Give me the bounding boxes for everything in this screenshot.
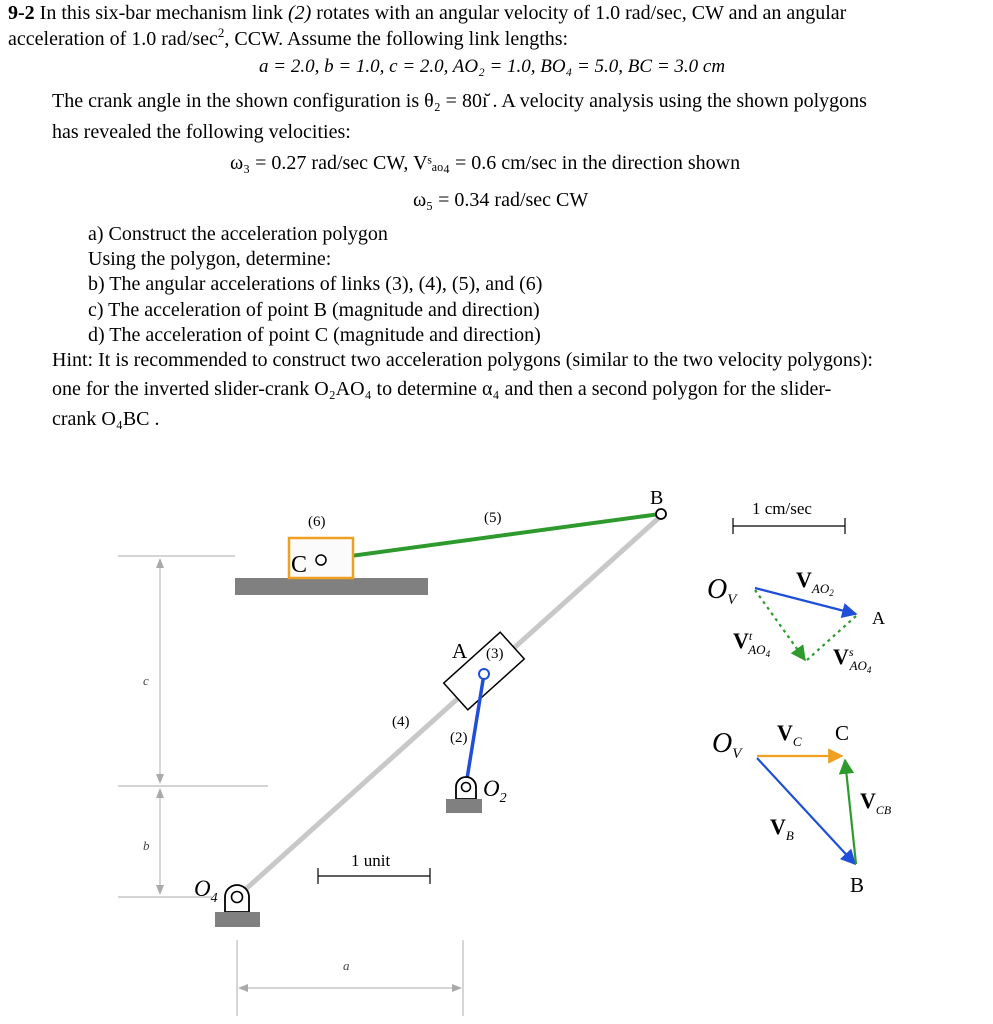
vector-v-cb (845, 760, 856, 864)
ov2-label (712, 728, 743, 762)
v-cb-main: V (860, 788, 876, 813)
ov1-label (707, 574, 738, 608)
problem-number: 9-2 (8, 2, 35, 24)
vector-v-b (757, 758, 855, 864)
v-t-sub2: 4 (765, 649, 771, 659)
ground-pivot-O4 (215, 885, 260, 927)
problem-link2: (2) (287, 2, 312, 24)
v-b-label (770, 814, 794, 843)
v-c-label (777, 720, 802, 749)
hint-line-1: Hint: It is recommended to construct two acceleration polygons (similar to the two velocity polygons): (52, 349, 873, 371)
problem-line2-sup: 2 (217, 25, 225, 40)
item-a: a) Construct the acceleration polygon (88, 223, 388, 245)
label-link-5: (5) (484, 510, 502, 526)
label-O4 (194, 876, 218, 906)
dim-a-arrow-right (452, 984, 462, 992)
dimension-arrowheads (156, 558, 462, 992)
v-b-sub: B (785, 828, 794, 843)
v-b-main: V (770, 814, 786, 839)
label-link-4: (4) (392, 714, 410, 730)
v-ao2-sub: AO (811, 581, 830, 596)
dim-b-label: b (143, 838, 150, 853)
hint-line-3: crank O₄BC . (52, 408, 160, 430)
ov1-main: O (707, 574, 728, 605)
label-O2-sub: 2 (499, 791, 507, 806)
v-s-sup: s (848, 645, 854, 659)
polygon1-point-A: A (872, 608, 885, 628)
velocity-line-2: ω₅ = 0.34 rad/sec CW (413, 189, 589, 211)
dim-c-label: c (143, 673, 149, 688)
v-t-sub: AO (748, 642, 766, 657)
velocity-line-1: ω₃ = 0.27 rad/sec CW, Vˢₐₒ₄ = 0.6 cm/sec in the direction shown (230, 152, 741, 174)
ground-pivot-O2 (446, 777, 482, 813)
unit-scale-bar (318, 868, 430, 884)
dim-b-arrow-top (156, 788, 164, 798)
dim-a-label: a (343, 958, 350, 973)
v-t-main: V (733, 628, 749, 653)
item-c: c) The acceleration of point B (magnitude and direction) (88, 299, 540, 321)
label-O4-sub: 4 (210, 891, 218, 906)
v-c-main: V (777, 720, 793, 745)
joint-C (316, 555, 326, 565)
dim-c-arrow-top (156, 558, 164, 568)
item-d: d) The acceleration of point C (magnitude and direction) (88, 324, 541, 346)
v-cb-sub: CB (875, 803, 892, 817)
velocity-scale-label: 1 cm/sec (752, 499, 812, 518)
dim-b-arrow-bot (156, 885, 164, 895)
dim-c-arrow-bot (156, 774, 164, 784)
label-O4-main: O (194, 876, 211, 901)
v-s-sub: AO (849, 658, 867, 673)
label-O2-main: O (483, 776, 500, 801)
label-A: A (452, 639, 468, 663)
label-link-3: (3) (486, 646, 504, 662)
v-s-label (833, 644, 872, 675)
v-ao2-main: V (796, 567, 812, 592)
label-link-2: (2) (450, 730, 468, 746)
slider-ground (235, 578, 428, 595)
dimension-lines (118, 556, 463, 1016)
dim-a-arrow-left (238, 984, 248, 992)
v-ao2-sub2: 2 (829, 588, 834, 598)
problem-line2-end: , CCW. Assume the following link lengths: (224, 28, 569, 50)
polygon2-point-C: C (835, 721, 850, 745)
v-t-label (733, 628, 771, 659)
ov2-main: O (712, 728, 733, 759)
label-O2 (483, 776, 507, 806)
hint-line-2: one for the inverted slider-crank O₂AO₄ to determine α₄ and then a second polygon for the slider- (52, 378, 832, 400)
polygon2-point-B: B (850, 873, 865, 897)
v-ao2-label (796, 567, 834, 598)
ov1-sub: V (727, 592, 737, 608)
slider-C-label: C (291, 552, 308, 578)
v-s-main: V (833, 644, 849, 669)
link-lengths: a = 2.0, b = 1.0, c = 2.0, AO₂ = 1.0, BO₄ = 5.0, BC = 3.0 cm (259, 56, 726, 77)
unit-label: 1 unit (351, 851, 391, 870)
crank-line-1: The crank angle in the shown configuration is θ₂ = 80ı̆ . A velocity analysis using the shown polygons (52, 90, 867, 112)
using-polygon: Using the polygon, determine: (88, 248, 332, 270)
v-c-sub: C (792, 734, 802, 749)
crank-line-2: has revealed the following velocities: (52, 121, 351, 143)
ov2-sub: V (732, 746, 742, 762)
v-s-sub2: 4 (866, 665, 872, 675)
problem-line2-text: acceleration of 1.0 rad/sec (8, 28, 218, 50)
v-t-sup: t (748, 629, 753, 643)
problem-intro-2: rotates with an angular velocity of 1.0 rad/sec, CW and an angular (316, 2, 847, 24)
velocity-scale-bar (733, 518, 845, 534)
label-B: B (650, 487, 664, 509)
item-b: b) The angular accelerations of links (3), (4), (5), and (6) (88, 273, 543, 295)
joint-A (479, 669, 489, 679)
v-cb-label (860, 788, 892, 817)
problem-intro-1: In this six-bar mechanism link (39, 2, 283, 24)
label-link-6: (6) (308, 514, 326, 530)
joint-B (656, 509, 666, 519)
